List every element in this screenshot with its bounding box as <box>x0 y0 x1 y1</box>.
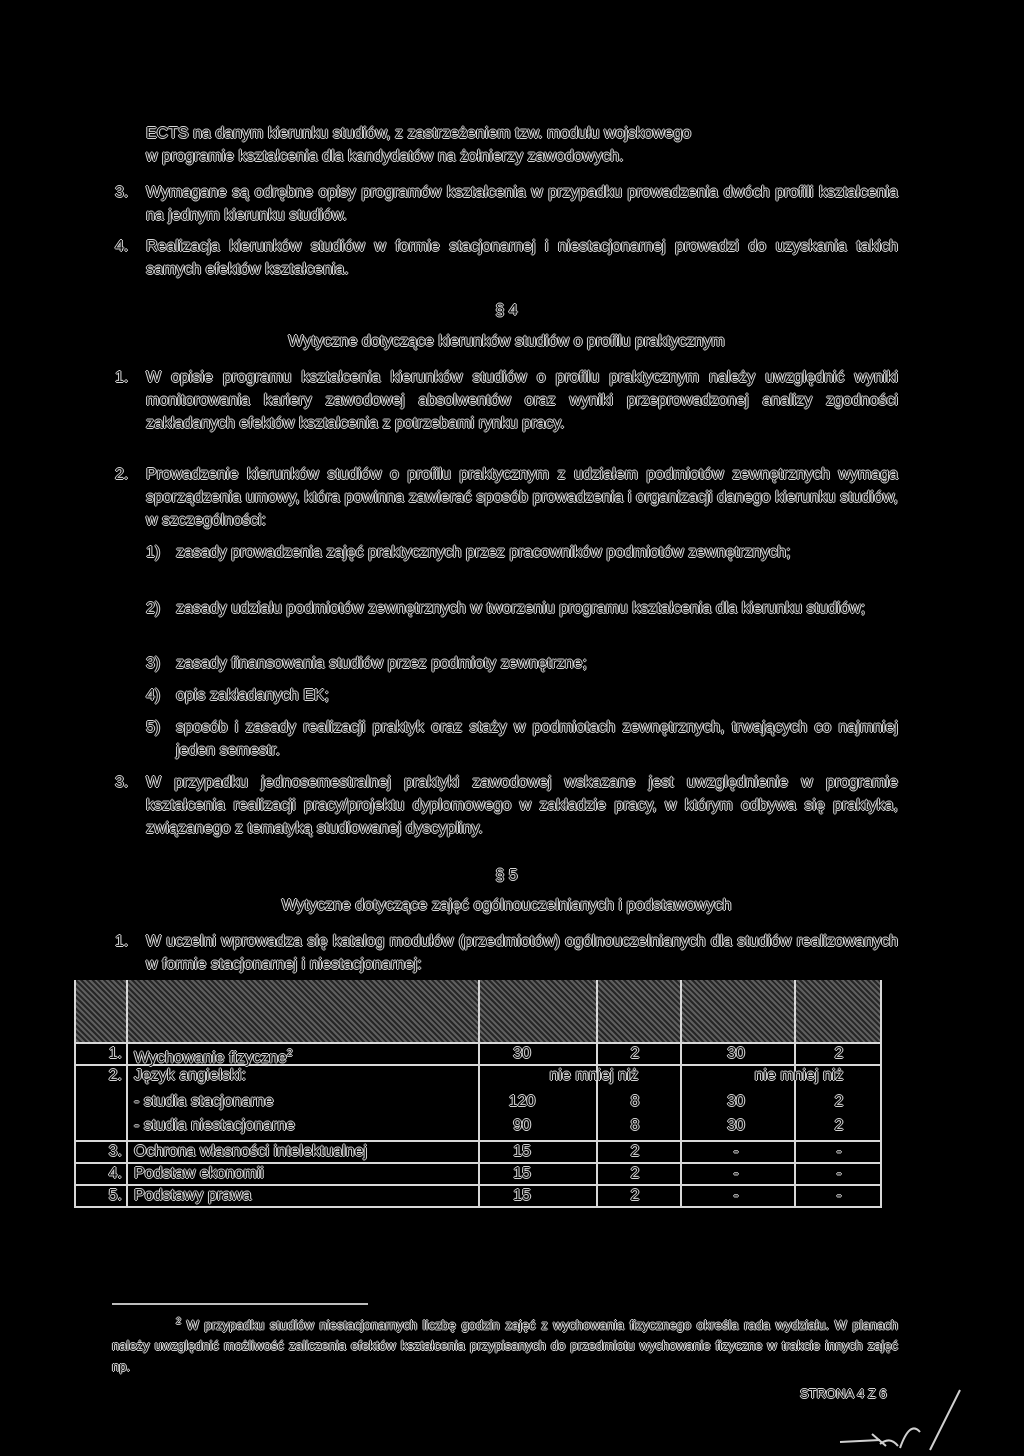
section-4-mark: § 4 <box>495 302 518 319</box>
module-name: - studia stacjonarne <box>134 1093 274 1110</box>
ects-value: 8 <box>630 1117 640 1134</box>
intro-line-1: ECTS na danym kierunku studiów, z zastrzeżeniem tzw. modułu wojskowego <box>146 125 692 142</box>
section-5-title: Wytyczne dotyczące zajęć ogólnouczelnianych i podstawowych <box>281 897 732 914</box>
ects-value-2: 2 <box>834 1045 844 1062</box>
hours-value: 120 <box>508 1093 536 1110</box>
item-3-text: Wymagane są odrębne opisy programów kształcenia w przypadku prowadzenia dwóch profili kształcenia na jednym kierunku studiów. <box>146 184 898 224</box>
intro-line-2: w programie kształcenia dla kandydatów na żołnierzy zawodowych. <box>146 148 624 165</box>
ects-value-2: - <box>836 1165 842 1182</box>
span-note: nie mniej niż <box>549 1067 639 1084</box>
ects-value: 2 <box>630 1165 640 1182</box>
s5-p1-text: W uczelni wprowadza się katalog modułów (przedmiotów) ogólnouczelnianych dla studiów realizowanych w formie stacjonarnej i niestacjonarnej: <box>146 933 898 973</box>
ects-value-2: - <box>836 1143 842 1160</box>
ects-value: 2 <box>630 1143 640 1160</box>
hours-value-2: 30 <box>727 1045 745 1062</box>
ects-value-2: - <box>836 1187 842 1204</box>
s4-sub-3-number: 3) <box>146 655 161 672</box>
ects-value: 2 <box>630 1187 640 1204</box>
hours-value-2: - <box>733 1165 739 1182</box>
module-name: Wychowanie fizyczne$^2$ <box>134 1048 293 1067</box>
s5-p1-number: 1. <box>115 933 129 950</box>
hours-value: 15 <box>513 1165 531 1182</box>
row-number: 1. <box>108 1045 122 1062</box>
item-3-number: 3. <box>115 184 129 201</box>
ects-value-2: 2 <box>834 1117 844 1134</box>
s4-sub-5-text: sposób i zasady realizacji praktyk oraz staży w podmiotach zewnętrznych, trwających co najmniej jeden semestr. <box>176 719 898 759</box>
hours-value: 15 <box>513 1187 531 1204</box>
module-name: Podstawy prawa <box>134 1187 252 1204</box>
ects-value: 2 <box>630 1045 640 1062</box>
row-number: 3. <box>108 1143 122 1160</box>
span-note-2: nie mniej niż <box>754 1067 844 1084</box>
s4-sub-3-text: zasady finansowania studiów przez podmioty zewnętrzne; <box>176 655 587 672</box>
hours-value-2: - <box>733 1143 739 1160</box>
section-4-title: Wytyczne dotyczące kierunków studiów o profilu praktycznym <box>288 333 725 350</box>
footnote-text: W przypadku studiów niestacjonarnych liczbę godzin zajęć z wychowania fizycznego określa rada wydziału. W planach należy uwzględnić możliwość zaliczenia efektów kształcenia przypisanych do przedmiotu wychowanie fizyczne w trakcie innych zajęć np. <box>112 1317 898 1375</box>
signature-mark <box>820 1380 970 1456</box>
s4-p1-text: W opisie programu kształcenia kierunków studiów o profilu praktycznym należy uwzględnić wyniki monitorowania kariery zawodowej absolwentów oraz wyniki przeprowadzonej analizy zgodności zakładanych efektów kształcenia z potrzebami rynku pracy. <box>146 369 898 432</box>
ects-value: 8 <box>630 1093 640 1110</box>
hours-value-2: 30 <box>727 1117 745 1134</box>
s4-sub-2-text: zasady udziału podmiotów zewnętrznych w tworzeniu programu kształcenia dla kierunku studiów; <box>176 600 866 617</box>
s4-p2-text: Prowadzenie kierunków studiów o profilu praktycznym z udziałem podmiotów zewnętrznych wymaga sporządzenia umowy, która powinna zawierać sposób prowadzenia i organizacji danego kierunku studiów, w szczególności: <box>146 466 898 529</box>
s4-p3-number: 3. <box>115 774 129 791</box>
s4-sub-1-text: zasady prowadzenia zajęć praktycznych przez pracowników podmiotów zewnętrznych; <box>176 544 791 561</box>
s4-sub-5-number: 5) <box>146 719 161 736</box>
hours-value: 15 <box>513 1143 531 1160</box>
hours-value: 30 <box>513 1045 531 1062</box>
hours-value-2: 30 <box>727 1093 745 1110</box>
hours-value-2: - <box>733 1187 739 1204</box>
module-name: Język angielski: <box>134 1067 247 1084</box>
hours-value: 90 <box>513 1117 531 1134</box>
row-number: 2. <box>108 1067 122 1084</box>
s4-sub-4-number: 4) <box>146 687 161 704</box>
s4-p1-number: 1. <box>115 369 129 386</box>
footnote <box>112 1311 898 1377</box>
module-name: Podstaw ekonomii <box>134 1165 264 1182</box>
modules-table <box>74 980 882 1208</box>
s4-sub-1-number: 1) <box>146 544 161 561</box>
s4-p3-text: W przypadku jednosemestralnej praktyki zawodowej wskazane jest uwzględnienie w programie kształcenia realizacji pracy/projektu dyplomowego w zakładzie pracy, w którym odbywa się praktyka, związanego z tematyką studiowanej dyscypliny. <box>146 774 898 837</box>
footnote-rule <box>112 1303 368 1305</box>
item-4-number: 4. <box>115 238 129 255</box>
module-name: Ochrona własności intelektualnej <box>134 1143 368 1160</box>
page-number: STRONA 4 Z 6 <box>800 1386 887 1401</box>
row-number: 4. <box>108 1165 122 1182</box>
section-5-mark: § 5 <box>495 867 518 884</box>
item-4-text: Realizacja kierunków studiów w formie stacjonarnej i niestacjonarnej prowadzi do uzyskania takich samych efektów kształcenia. <box>146 238 898 278</box>
footnote-marker: 2 <box>176 1316 182 1326</box>
s4-p2-number: 2. <box>115 466 129 483</box>
ects-value-2: 2 <box>834 1093 844 1110</box>
row-number: 5. <box>108 1187 122 1204</box>
module-name: - studia niestacjonarne <box>134 1117 295 1134</box>
s4-sub-2-number: 2) <box>146 600 161 617</box>
s4-sub-4-text: opis zakładanych EK; <box>176 687 329 704</box>
